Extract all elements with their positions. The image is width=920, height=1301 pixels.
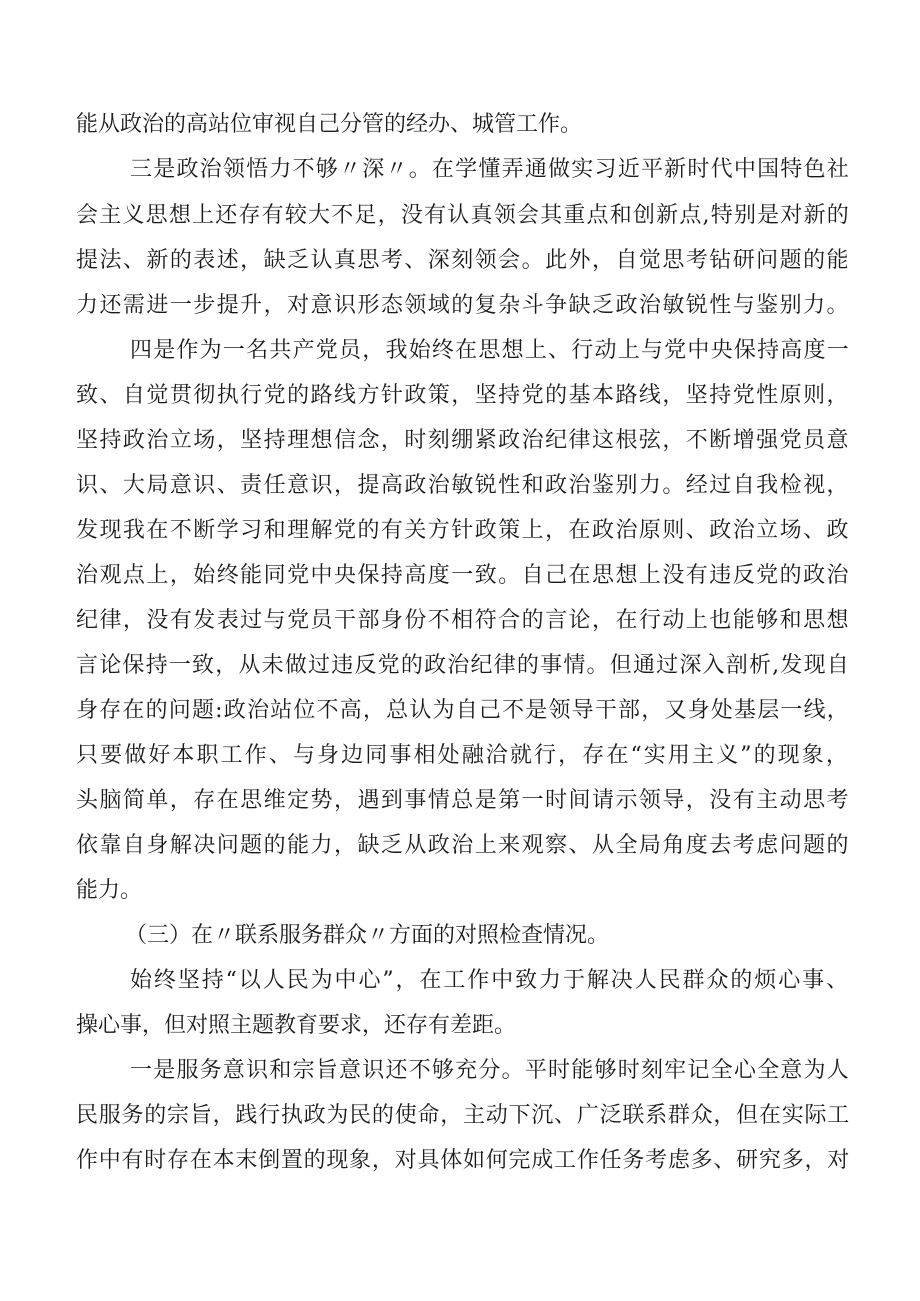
text-line: 四是作为一名共产党员，我始终在思想上、行动上与党中央保持高度一: [130, 338, 850, 363]
text-line: 一是服务意识和宗旨意识还不够充分。平时能够时刻牢记全心全意为人: [130, 1058, 850, 1083]
text-line: 操心事，但对照主题教育要求，还存有差距。: [76, 1013, 517, 1038]
section-heading: （三）在〃联系服务群众〃方面的对照检查情况。: [125, 923, 610, 948]
text-line: 三是政治领悟力不够〃深〃。在学懂弄通做实习近平新时代中国特色社: [130, 157, 850, 182]
text-line: 坚持政治立场，坚持理想信念，时刻绷紧政治纪律这根弦，不断增强党员意: [76, 428, 850, 453]
text-line: 识、大局意识、责任意识，提高政治敏锐性和政治鉴别力。经过自我检视，: [76, 473, 850, 498]
text-line: 民服务的宗旨，践行执政为民的使命，主动下沉、广泛联系群众，但在实际工: [76, 1103, 850, 1128]
text-line: 头脑简单，存在思维定势，遇到事情总是第一时间请示领导，没有主动思考: [76, 788, 850, 813]
text-line: 依靠自身解决问题的能力，缺乏从政治上来观察、从全局角度去考虑问题的: [76, 833, 850, 858]
text-line: 能从政治的高站位审视自己分管的经办、城管工作。: [76, 112, 583, 137]
text-line: 身存在的问题:政治站位不高，总认为自己不是领导干部，又身处基层一线，: [76, 698, 850, 723]
text-line: 致、自觉贯彻执行党的路线方针政策，坚持党的基本路线，坚持党性原则，: [76, 383, 850, 408]
text-line: 会主义思想上还存有较大不足，没有认真领会其重点和创新点,特别是对新的: [76, 203, 850, 228]
text-line: 提法、新的表述，缺乏认真思考、深刻领会。此外，自觉思考钻研问题的能: [76, 248, 850, 273]
text-line: 言论保持一致，从未做过违反党的政治纪律的事情。但通过深入剖析,发现自: [76, 653, 850, 678]
text-line: 作中有时存在本末倒置的现象，对具体如何完成工作任务考虑多、研究多，对: [76, 1148, 850, 1173]
text-line: 发现我在不断学习和理解党的有关方针政策上，在政治原则、政治立场、政: [76, 518, 850, 543]
text-line: 只要做好本职工作、与身边同事相处融洽就行，存在“实用主义”的现象，: [76, 743, 850, 768]
text-line: 纪律，没有发表过与党员干部身份不相符合的言论，在行动上也能够和思想: [76, 608, 850, 633]
text-line: 治观点上，始终能同党中央保持高度一致。自己在思想上没有违反党的政治: [76, 563, 850, 588]
text-line: 能力。: [76, 878, 143, 903]
text-line: 力还需进一步提升，对意识形态领域的复杂斗争缺乏政治敏锐性与鉴别力。: [76, 293, 850, 318]
text-line: 始终坚持“以人民为中心”，在工作中致力于解决人民群众的烦心事、: [130, 968, 850, 993]
